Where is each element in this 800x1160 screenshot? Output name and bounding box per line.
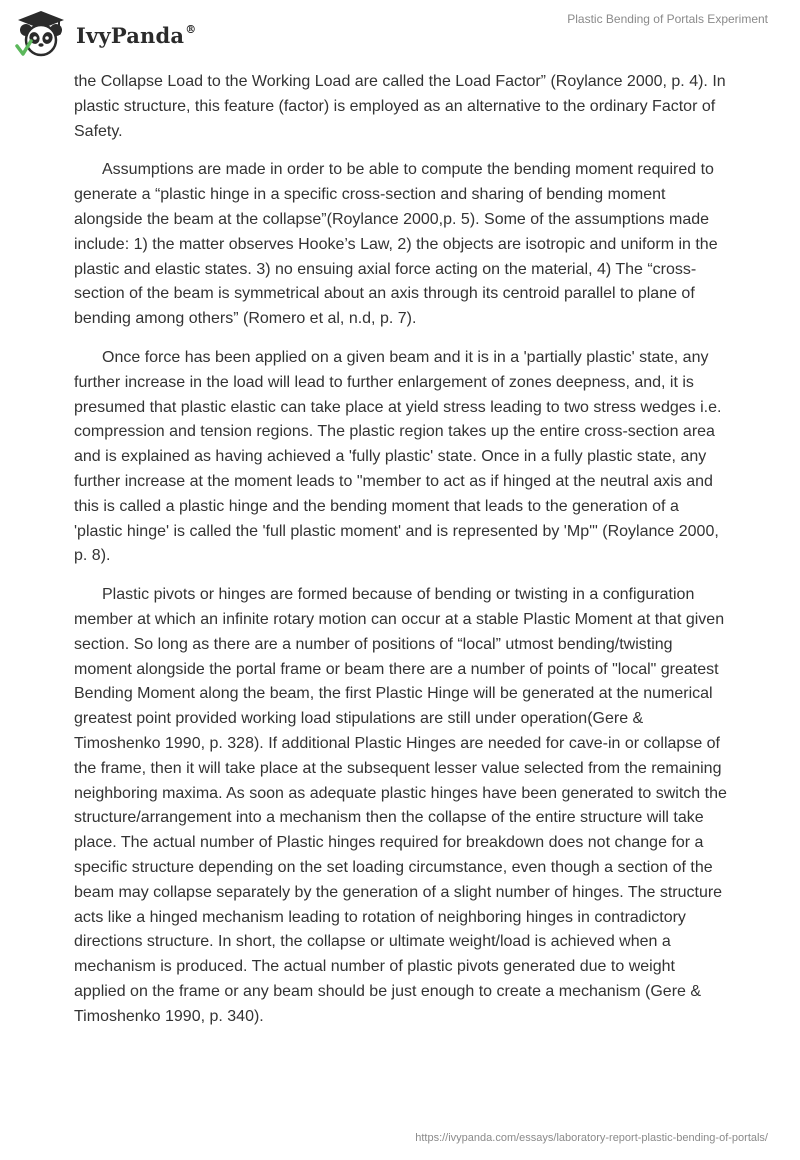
document-title: Plastic Bending of Portals Experiment: [567, 12, 768, 26]
essay-body: [74, 70, 728, 1043]
paragraph: Assumptions are made in order to be able to compute the bending moment required to generate a “plastic hinge in a specific cross-section and sharing of bending moment alongside the beam at the collapse”(Roylance 2000,p. 5). Some of the assumptions made include: 1) the matter observes Hooke’s Law, 2) the objects are isotropic and uniform in the plastic and elastic states. 3) no ensuing axial force acting on the material, 4) The “cross-section of the beam is symmetrical about an axis through its centroid parallel to plane of bending among others” (Romero et al, n.d, p. 7).: [74, 161, 718, 328]
page-header: [0, 0, 800, 70]
registered-mark: ®: [185, 22, 197, 36]
paragraph: Once force has been applied on a given beam and it is in a 'partially plastic' state, any further increase in the load will lead to further enlargement of zones deepness, and, it is presumed that plastic elastic can take place at yield stress leading to two stress wedges i.e. compression and tension regions. The plastic region takes up the entire cross-section area and is explained as having achieved a 'fully plastic' state. Once in a fully plastic state, any further increase at the moment leads to "member to act as if hinged at the neutral axis and this is called a plastic hinge and the bending moment that leads to the generation of a 'plastic hinge' is called the 'full plastic moment' and is represented by 'Mp'" (Roylance 2000, p. 8).: [74, 348, 722, 565]
ivypanda-logo[interactable]: [14, 8, 196, 62]
source-url[interactable]: https://ivypanda.com/essays/laboratory-report-plastic-bending-of-portals/: [415, 1132, 768, 1144]
brand-text: IvyPanda: [76, 22, 185, 48]
brand-name: [76, 23, 196, 48]
paragraph: the Collapse Load to the Working Load are called the Load Factor” (Roylance 2000, p. 4). In plastic structure, this feature (factor) is employed as an alternative to the ordinary Factor of Safety.: [74, 73, 726, 140]
panda-graduation-cap-icon: [14, 8, 68, 62]
paragraph: Plastic pivots or hinges are formed because of bending or twisting in a configuration member at which an infinite rotary motion can occur at a stable Plastic Moment at that given section. So long as there are a number of positions of “local” utmost bending/twisting moment alongside the portal frame or beam there are a number of points of "local" greatest Bending Moment along the beam, the first Plastic Hinge will be generated at the numerical greatest point provided working load stipulations are still under operation(Gere & Timoshenko 1990, p. 328). If additional Plastic Hinges are needed for cave-in or collapse of the frame, then it will take place at the subsequent lesser value selected from the remaining neighboring maxima. As soon as adequate plastic hinges have been generated to switch the structure/arrangement into a mechanism then the collapse of the entire structure will take place. The actual number of Plastic hinges required for breakdown does not change for a specific structure depending on the set loading circumstance, even though a section of the beam may collapse separately by the generation of a slight number of hinges. The structure acts like a hinged mechanism leading to rotation of neighboring hinges in contradictory directions structure. In short, the collapse or ultimate weight/load is achieved when a mechanism is produced. The actual number of plastic pivots generated due to weight applied on the frame or any beam should be just enough to create a mechanism (Gere & Timoshenko 1990, p. 340).: [74, 586, 727, 1025]
